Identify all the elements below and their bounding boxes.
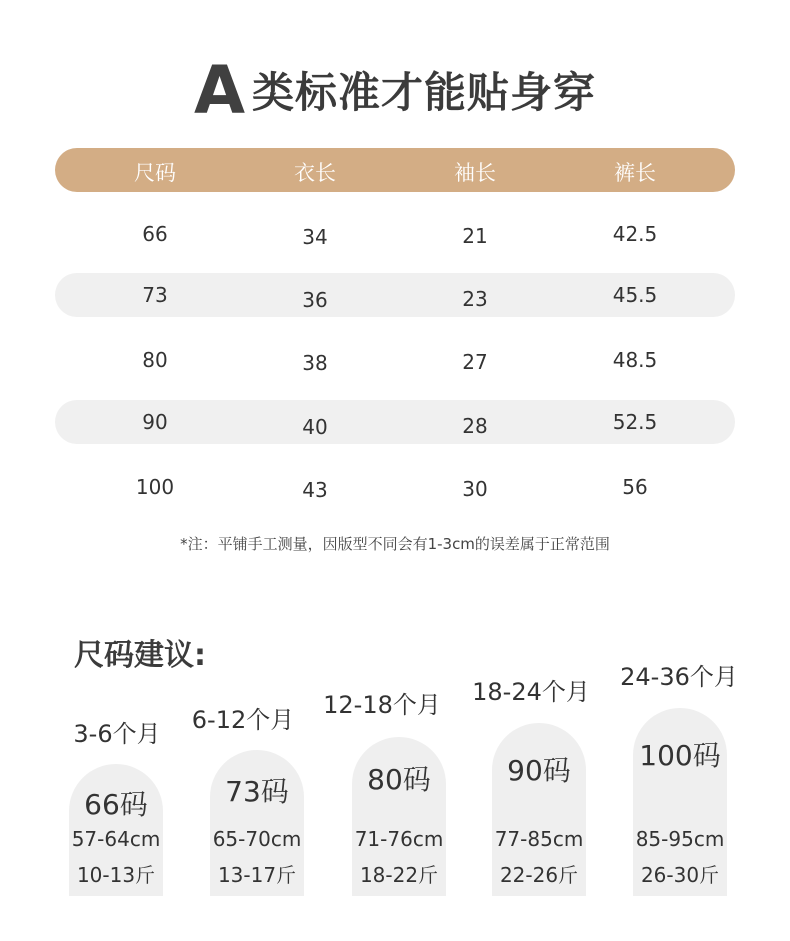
cell-size: 73 <box>142 283 168 307</box>
cell-length: 38 <box>302 351 328 375</box>
cell-size: 100 <box>135 475 175 499</box>
card-size-label: 66码 <box>84 788 148 821</box>
header-length: 衣长 <box>294 161 336 185</box>
table-row <box>55 338 735 382</box>
title-text: 类标准才能贴身穿 <box>252 68 597 117</box>
card-weight: 18-22斤 <box>359 863 439 887</box>
card-size-label: 90码 <box>507 754 571 787</box>
page-title <box>0 52 790 129</box>
cell-pants: 56 <box>622 475 648 499</box>
table-row <box>55 273 735 317</box>
card-height: 71-76cm <box>354 827 444 851</box>
card-height: 77-85cm <box>494 827 584 851</box>
cell-sleeve: 21 <box>462 224 488 248</box>
cell-sleeve: 30 <box>462 477 488 501</box>
measurement-note: *注：平铺手工测量，因版型不同会有1-3cm的误差属于正常范围 <box>180 535 610 553</box>
cell-pants: 52.5 <box>612 410 658 434</box>
table-header <box>55 148 735 192</box>
card-weight: 10-13斤 <box>76 863 156 887</box>
cell-size: 90 <box>142 410 168 434</box>
cell-pants: 48.5 <box>612 348 658 372</box>
cell-size: 80 <box>142 348 168 372</box>
card-weight: 22-26斤 <box>499 863 579 887</box>
age-label: 24-36个月 <box>620 663 738 691</box>
cell-sleeve: 27 <box>462 350 488 374</box>
recommend-title: 尺码建议: <box>74 638 206 673</box>
card-size-label: 80码 <box>367 763 431 796</box>
table-row <box>55 400 735 444</box>
age-label: 12-18个月 <box>323 691 441 719</box>
cell-size: 66 <box>142 222 168 246</box>
header-pants: 裤长 <box>614 161 656 185</box>
cell-length: 43 <box>302 478 328 502</box>
cell-length: 36 <box>302 288 328 312</box>
card-size-label: 100码 <box>639 739 721 772</box>
card-weight: 13-17斤 <box>217 863 297 887</box>
cell-length: 40 <box>302 415 328 439</box>
card-size-label: 73码 <box>225 775 289 808</box>
age-label: 6-12个月 <box>191 706 295 734</box>
header-sleeve: 袖长 <box>454 161 496 185</box>
cell-pants: 45.5 <box>612 283 658 307</box>
table-row <box>55 212 735 256</box>
cell-pants: 42.5 <box>612 222 658 246</box>
card-weight: 26-30斤 <box>640 863 720 887</box>
table-row <box>55 465 735 509</box>
card-height: 65-70cm <box>212 827 302 851</box>
cell-sleeve: 23 <box>462 287 488 311</box>
title-letter: A <box>193 52 247 129</box>
cell-sleeve: 28 <box>462 414 488 438</box>
card-height: 57-64cm <box>71 827 161 851</box>
age-label: 3-6个月 <box>73 720 161 748</box>
header-size: 尺码 <box>134 161 176 185</box>
cell-length: 34 <box>302 225 328 249</box>
card-height: 85-95cm <box>635 827 725 851</box>
age-label: 18-24个月 <box>472 678 590 706</box>
